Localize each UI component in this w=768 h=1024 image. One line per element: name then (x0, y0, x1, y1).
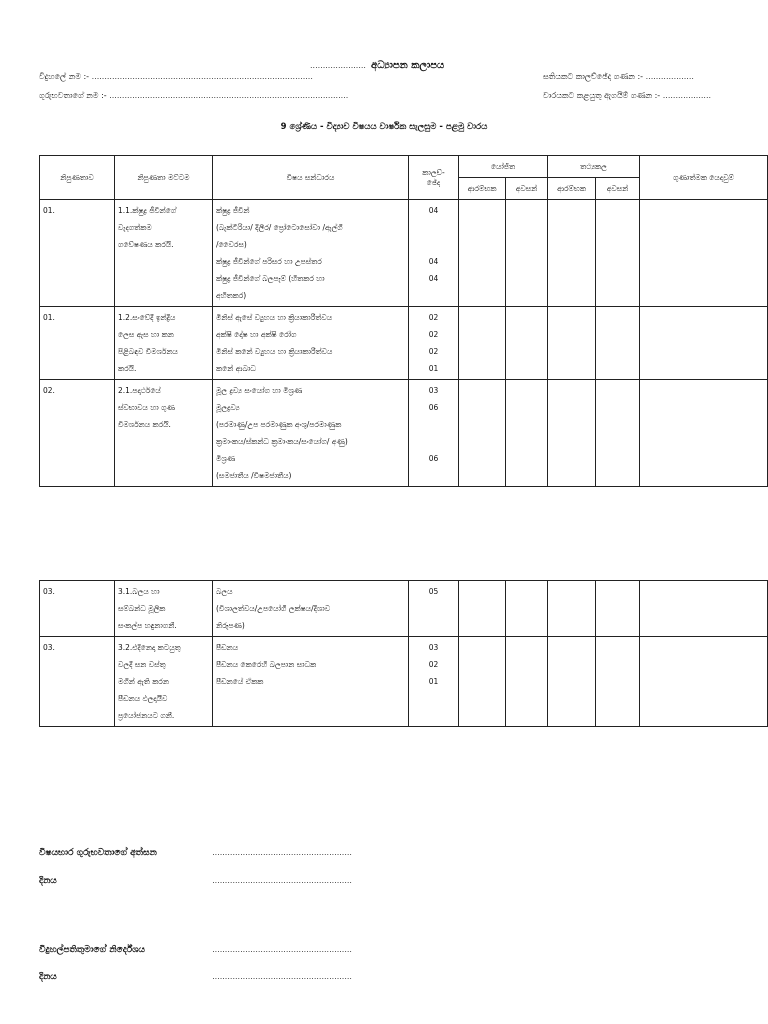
subject-content-line: පීඩනය කෙරෙහි බලපාන සාධක (216, 660, 317, 669)
term-assessments-dots: ................... (662, 91, 712, 100)
weekly-periods-line (543, 72, 694, 82)
period-count: 06 (428, 403, 439, 412)
competency-cell (40, 581, 115, 637)
competency-cell (40, 380, 115, 487)
period-count (412, 433, 455, 450)
period-count: 01 (428, 677, 439, 686)
period-count: 03 (428, 386, 439, 395)
planned-start-cell (459, 200, 506, 307)
subject-content-line: (බැක්ටීරියා/ දිලීර/ ප්‍රෝටොසෝවා /ඇල්ගී (216, 223, 343, 232)
col-periods-line-2: ඡේද (426, 177, 441, 187)
quality-inputs-cell (640, 200, 768, 307)
period-count: 05 (428, 587, 439, 596)
competency-level-line: වැදගත්කම (118, 223, 152, 232)
competency-level-line: මගින් ඇති කරන (118, 677, 169, 686)
subject-content-line: මූලද්‍රව්‍ය (216, 403, 240, 412)
periods-cell (409, 307, 459, 380)
competency-level-line: ස්වභාවය හා ගුණ (118, 403, 175, 412)
competency-level-cell (115, 581, 213, 637)
subject-content-line: ක්ෂුද්‍ර ජීවීන්ගේ බලපෑම් (හිතකර හා (216, 274, 325, 283)
planned-end-cell (506, 307, 548, 380)
competency-number: 01. (43, 313, 55, 322)
teacher-name-label: ගුරුභවතාගේ නම :- (39, 91, 107, 100)
subject-content-line: කනේ ආබාධ (216, 364, 256, 373)
competency-level-cell (115, 637, 213, 727)
competency-level-line: සංකල්ප හඳුනාගනී. (118, 621, 177, 630)
col-periods (409, 156, 459, 200)
subject-content-line: පීඩනය (216, 643, 239, 652)
actual-start-cell (548, 307, 596, 380)
period-count (412, 600, 455, 617)
subject-content-line: මූල ද්‍රව්‍ය සංයෝග හා මිශ්‍රණ (216, 386, 303, 395)
period-count (412, 236, 455, 253)
date-line-2 (39, 964, 352, 983)
annual-plan-table-bottom (39, 580, 768, 727)
subject-content-line: (විශාලත්වය/උපයෝගී ලක්ෂය/දිශාව (216, 604, 331, 613)
actual-end-cell (596, 581, 640, 637)
period-count (412, 287, 455, 304)
period-count (412, 219, 455, 236)
school-name-label: විදුහලේ නම :- (39, 72, 90, 81)
subject-content-cell (213, 380, 409, 487)
period-count (412, 617, 455, 634)
principal-recommendation-dots: ....................................................... (212, 945, 352, 954)
competency-number: 02. (43, 386, 55, 395)
subject-content-line: (සමජාතීය /විෂමජාතීය) (216, 471, 292, 480)
quality-inputs-cell (640, 307, 768, 380)
quality-inputs-cell (640, 380, 768, 487)
table-row (40, 380, 768, 487)
actual-start-cell (548, 200, 596, 307)
competency-level-line: පීඩනය ඵලදායීව (118, 694, 168, 703)
period-count: 02 (428, 313, 439, 322)
subject-content-line: මිනිස් කනේ ව්‍යුහය හා ක්‍රියාකාරීත්වය (216, 347, 333, 356)
principal-recommendation-label: විදුහල්පතිතුමාගේ නිර්දේශය (39, 945, 146, 955)
table-bottom-body (40, 581, 768, 727)
date-line-1 (39, 868, 352, 887)
competency-level-line: 3.2.එදිනෙදා කටයුතු (118, 643, 181, 652)
subject-content-line: (පරමාණු/උප පරමාණුක අංශු/පරමාණුක (216, 420, 342, 429)
col-planned-end: අවසන් (506, 178, 548, 200)
period-count: 04 (428, 257, 439, 266)
page-title: අධ්‍යාපන කලාපය (371, 60, 445, 71)
competency-level-line: 3.1.බලය හා (118, 587, 160, 596)
subject-content-line: අක්ෂි දෝෂ හා අක්ෂි රෝග (216, 330, 297, 339)
competency-cell (40, 307, 115, 380)
table-row (40, 637, 768, 727)
period-count: 06 (428, 454, 439, 463)
planned-end-cell (506, 637, 548, 727)
title-dots: ...................... (310, 61, 366, 70)
subject-content-cell (213, 581, 409, 637)
competency-level-line: විමර්ශනය කරයි. (118, 420, 171, 429)
weekly-periods-label: සතියකට කාලච්ඡේද ගණන :- (543, 72, 644, 81)
actual-end-cell (596, 637, 640, 727)
col-competency-level: නිපුණතා මට්ටම (115, 156, 213, 200)
date-dots-2: ....................................................... (212, 972, 352, 981)
competency-level-line: ලෙස ඇස හා කන (118, 330, 174, 339)
periods-cell (409, 637, 459, 727)
teacher-signature-line (39, 840, 352, 859)
term-assessments-line (543, 91, 711, 101)
col-subject-content: විෂය සන්ධාරය (213, 156, 409, 200)
competency-level-line: 2.1.පදාර්ථයේ (118, 386, 161, 395)
weekly-periods-dots: ................... (645, 72, 694, 81)
col-actual-end: අවසන් (596, 178, 640, 200)
period-count (412, 416, 455, 433)
actual-start-cell (548, 581, 596, 637)
competency-level-line: ගවේෂණය කරයි. (118, 240, 174, 249)
quality-inputs-cell (640, 581, 768, 637)
planned-start-cell (459, 581, 506, 637)
annual-plan-table-top (39, 155, 768, 487)
actual-end-cell (596, 200, 640, 307)
period-count: 04 (428, 274, 439, 283)
period-count: 02 (428, 660, 439, 669)
periods-cell (409, 581, 459, 637)
planned-start-cell (459, 380, 506, 487)
subject-content-line: ක්‍රමාංකය/ස්කන්ධ ක්‍රමාංකය/සංයෝග/ අණු) (216, 437, 348, 446)
competency-number: 03. (43, 587, 55, 596)
subject-content-line: ක්ෂුද්‍ර ජීවීන් (216, 206, 250, 215)
teacher-signature-label: විෂයභාර ගුරුභවතාගේ අත්සන (39, 848, 157, 858)
subject-content-line: බලය (216, 587, 233, 596)
competency-level-cell (115, 200, 213, 307)
competency-level-line: කරයි. (118, 364, 137, 373)
period-count: 04 (428, 206, 439, 215)
plan-subtitle: 9 ශ්‍රේණිය - විද්‍යාව විෂයය වාර්ෂික සැලසුම - පළමු වාරය (280, 122, 488, 132)
period-count: 03 (428, 643, 439, 652)
periods-cell (409, 200, 459, 307)
school-name-dots: ....................................................................................... (91, 72, 313, 81)
actual-end-cell (596, 307, 640, 380)
col-planned: යෝජිත (459, 156, 548, 178)
period-count: 01 (428, 364, 439, 373)
col-planned-start: ආරම්භක (459, 178, 506, 200)
competency-level-cell (115, 380, 213, 487)
teacher-name-dots: .............................................................................................. (109, 91, 349, 100)
subject-content-line: අහිතකර) (216, 291, 247, 300)
period-count: 02 (428, 347, 439, 356)
subject-content-cell (213, 637, 409, 727)
competency-level-line: 1.1.ක්ෂුද්‍ර ජීවීන්ගේ (118, 206, 177, 215)
actual-end-cell (596, 380, 640, 487)
periods-cell (409, 380, 459, 487)
subject-content-cell (213, 307, 409, 380)
planned-end-cell (506, 380, 548, 487)
actual-start-cell (548, 637, 596, 727)
competency-level-cell (115, 307, 213, 380)
competency-level-line: පිළිබඳව විමර්ශනය (118, 347, 178, 356)
table-row (40, 200, 768, 307)
competency-cell (40, 200, 115, 307)
date-dots-1: ....................................................... (212, 876, 352, 885)
subject-content-line: මිශ්‍රණ (216, 454, 236, 463)
table-row (40, 581, 768, 637)
subject-content-cell (213, 200, 409, 307)
period-count: 02 (428, 330, 439, 339)
competency-level-line: ප්‍රයෝජනයට ගනී. (118, 711, 175, 720)
term-assessments-label: වාරයකට කළයුතු ඇගයීම් ගණන :- (543, 91, 661, 100)
teacher-signature-dots: ....................................................... (212, 848, 352, 857)
col-competency: නිපුණතාව (40, 156, 115, 200)
competency-level-line: 1.2.සංවේදී ඉන්ද්‍රිය (118, 313, 176, 322)
col-periods-line-1: කාලච්- (422, 167, 445, 177)
col-actual-start: ආරම්භක (548, 178, 596, 200)
col-quality-inputs: ගුණාත්මක යෙදවුම් (640, 156, 768, 200)
period-count (412, 467, 455, 484)
actual-start-cell (548, 380, 596, 487)
table-row (40, 307, 768, 380)
date-label-2: දිනය (39, 972, 57, 982)
school-name-line (39, 72, 313, 82)
principal-recommendation-line (39, 937, 352, 956)
table-top-body (40, 200, 768, 487)
subject-content-line: ක්ෂුද්‍ර ජීවීන්ගේ පරිසර හා උපස්තර (216, 257, 322, 266)
subject-content-line: නිරූපණ) (216, 621, 245, 630)
competency-level-line: වලදී සන වස්තු (118, 660, 166, 669)
planned-start-cell (459, 637, 506, 727)
competency-cell (40, 637, 115, 727)
title-row (310, 53, 444, 72)
subject-content-line: පීඩනයේ ඒකක (216, 677, 264, 686)
teacher-name-line (39, 91, 348, 101)
planned-end-cell (506, 200, 548, 307)
competency-number: 03. (43, 643, 55, 652)
planned-start-cell (459, 307, 506, 380)
quality-inputs-cell (640, 637, 768, 727)
subject-content-line: /වෛරස) (216, 240, 247, 249)
planned-end-cell (506, 581, 548, 637)
competency-level-line: සම්බන්ධ මූලික (118, 604, 166, 613)
subject-content-line: මිනිස් ඇසේ ව්‍යුහය හා ක්‍රියාකාරීත්වය (216, 313, 333, 322)
date-label-1: දිනය (39, 876, 57, 886)
competency-number: 01. (43, 206, 55, 215)
col-actual: තථ්‍යකල (548, 156, 640, 178)
